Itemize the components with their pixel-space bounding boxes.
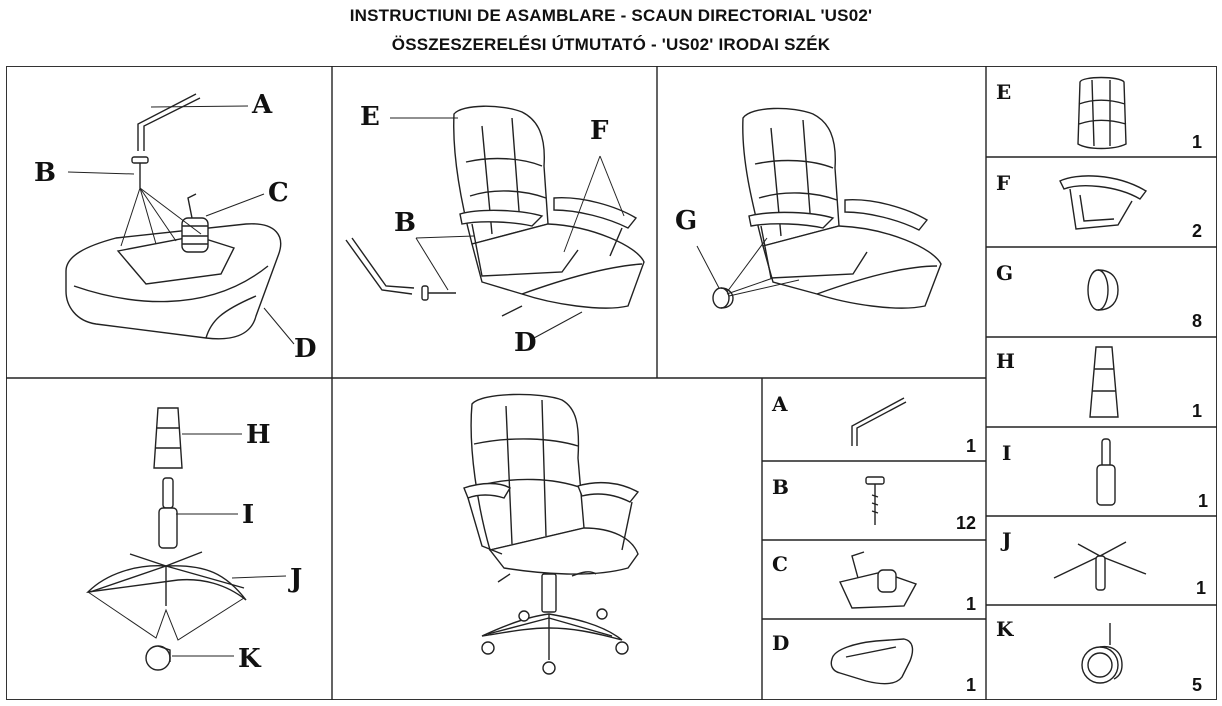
title-romanian: INSTRUCTIUNI DE ASAMBLARE - SCAUN DIRECTORIAL 'US02' bbox=[349, 6, 873, 25]
part-letter: A bbox=[772, 392, 788, 416]
bolt-icon bbox=[862, 475, 892, 531]
cover-icon bbox=[1084, 345, 1124, 421]
cover-caps-illustration bbox=[657, 66, 986, 378]
part-quantity: 5 bbox=[1192, 675, 1203, 695]
cap-icon bbox=[1084, 265, 1124, 315]
part-j-cell bbox=[986, 516, 1217, 605]
step-3-panel bbox=[657, 66, 986, 378]
part-quantity: 1 bbox=[1198, 491, 1209, 511]
part-b-cell bbox=[762, 461, 986, 540]
part-e-cell bbox=[986, 66, 1217, 157]
label-b-step2: B bbox=[394, 208, 416, 238]
label-i: I bbox=[242, 500, 255, 530]
base-assembly-illustration bbox=[6, 378, 332, 700]
assembled-chair-illustration bbox=[332, 378, 762, 700]
backrest-armrest-illustration bbox=[332, 66, 657, 378]
part-quantity: 12 bbox=[956, 513, 977, 533]
label-j: J bbox=[290, 564, 303, 594]
armrest-icon bbox=[1056, 169, 1152, 235]
part-letter: D bbox=[772, 631, 790, 655]
label-g: G bbox=[675, 206, 698, 236]
part-d-cell bbox=[762, 619, 986, 700]
label-c: C bbox=[268, 178, 289, 208]
step-1-panel bbox=[6, 66, 332, 378]
part-letter: K bbox=[996, 617, 1014, 641]
part-quantity: 1 bbox=[1196, 578, 1207, 598]
label-h: H bbox=[246, 420, 271, 450]
part-g-cell bbox=[986, 247, 1217, 337]
label-k: K bbox=[238, 644, 261, 674]
part-quantity: 2 bbox=[1192, 221, 1203, 241]
part-letter: C bbox=[772, 552, 788, 576]
part-a-cell bbox=[762, 378, 986, 461]
part-letter: F bbox=[996, 171, 1011, 195]
label-f: F bbox=[590, 116, 609, 146]
part-quantity: 1 bbox=[1192, 132, 1203, 152]
part-letter: I bbox=[1002, 441, 1012, 465]
base-icon bbox=[1046, 534, 1156, 600]
label-e: E bbox=[360, 102, 380, 132]
assembled-chair-panel bbox=[332, 378, 762, 700]
mechanism-icon bbox=[832, 548, 922, 610]
part-quantity: 1 bbox=[1192, 401, 1203, 421]
part-quantity: 1 bbox=[966, 436, 977, 456]
part-quantity: 1 bbox=[966, 675, 977, 695]
part-letter: B bbox=[772, 475, 789, 499]
label-d-step2: D bbox=[514, 328, 537, 358]
step-4-panel bbox=[6, 378, 332, 700]
backrest-icon bbox=[1074, 74, 1130, 152]
part-quantity: 8 bbox=[1192, 311, 1203, 331]
part-k-cell bbox=[986, 605, 1217, 700]
label-b: B bbox=[34, 158, 56, 188]
part-letter: J bbox=[1002, 528, 1012, 552]
part-letter: H bbox=[996, 349, 1015, 373]
part-quantity: 1 bbox=[966, 594, 977, 614]
part-i-cell bbox=[986, 427, 1217, 516]
title-hungarian: ÖSSZESZERELÉSI ÚTMUTATÓ - 'US02' IRODAI SZÉK bbox=[391, 35, 831, 54]
seat-icon bbox=[826, 631, 916, 687]
caster-icon bbox=[1076, 615, 1136, 691]
part-f-cell bbox=[986, 157, 1217, 247]
step-2-panel bbox=[332, 66, 657, 378]
label-d: D bbox=[294, 334, 317, 364]
part-h-cell bbox=[986, 337, 1217, 427]
part-letter: G bbox=[996, 261, 1014, 285]
seat-mechanism-illustration bbox=[6, 66, 332, 378]
lever-icon bbox=[848, 390, 908, 450]
part-letter: E bbox=[996, 80, 1012, 104]
part-c-cell bbox=[762, 540, 986, 619]
label-a: A bbox=[252, 90, 273, 120]
gas-lift-icon bbox=[1092, 437, 1122, 509]
